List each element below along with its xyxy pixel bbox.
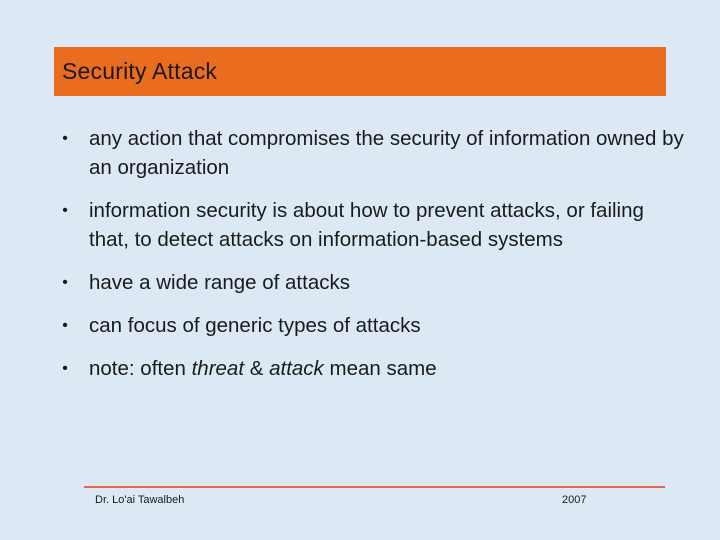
bullet-icon: •: [62, 317, 68, 334]
bullet-item: [58, 196, 689, 254]
bullet-item: [58, 124, 689, 182]
bullet-text-emphasis: threat: [191, 357, 245, 380]
bullet-text: any action that compromises the security of information owned by an organization: [89, 127, 684, 179]
bullet-text: information security is about how to prevent attacks, or failing that, to detect attacks on information-based systems: [89, 199, 644, 251]
bullet-icon: •: [62, 130, 68, 147]
bullet-icon: •: [62, 274, 68, 291]
bullet-text-emphasis: attack: [269, 357, 324, 380]
slide-title-bar: [54, 47, 666, 96]
bullet-text: have a wide range of attacks: [89, 271, 350, 294]
bullet-text: [89, 357, 437, 380]
bullet-item: [58, 268, 688, 297]
bullet-text: can focus of generic types of attacks: [89, 314, 421, 337]
footer-author: Dr. Lo'ai Tawalbeh: [95, 494, 185, 506]
bullet-text-part: &: [244, 357, 270, 380]
slide-title: Security Attack: [62, 58, 218, 84]
bullet-list: [58, 124, 688, 397]
footer-divider: [84, 486, 665, 488]
bullet-icon: •: [62, 360, 68, 377]
bullet-text-part: note: often: [89, 357, 192, 380]
bullet-item: [58, 311, 688, 340]
bullet-icon: •: [62, 202, 68, 219]
footer-year: 2007: [562, 494, 587, 506]
bullet-item: [58, 354, 688, 383]
bullet-text-part: mean same: [323, 357, 437, 380]
